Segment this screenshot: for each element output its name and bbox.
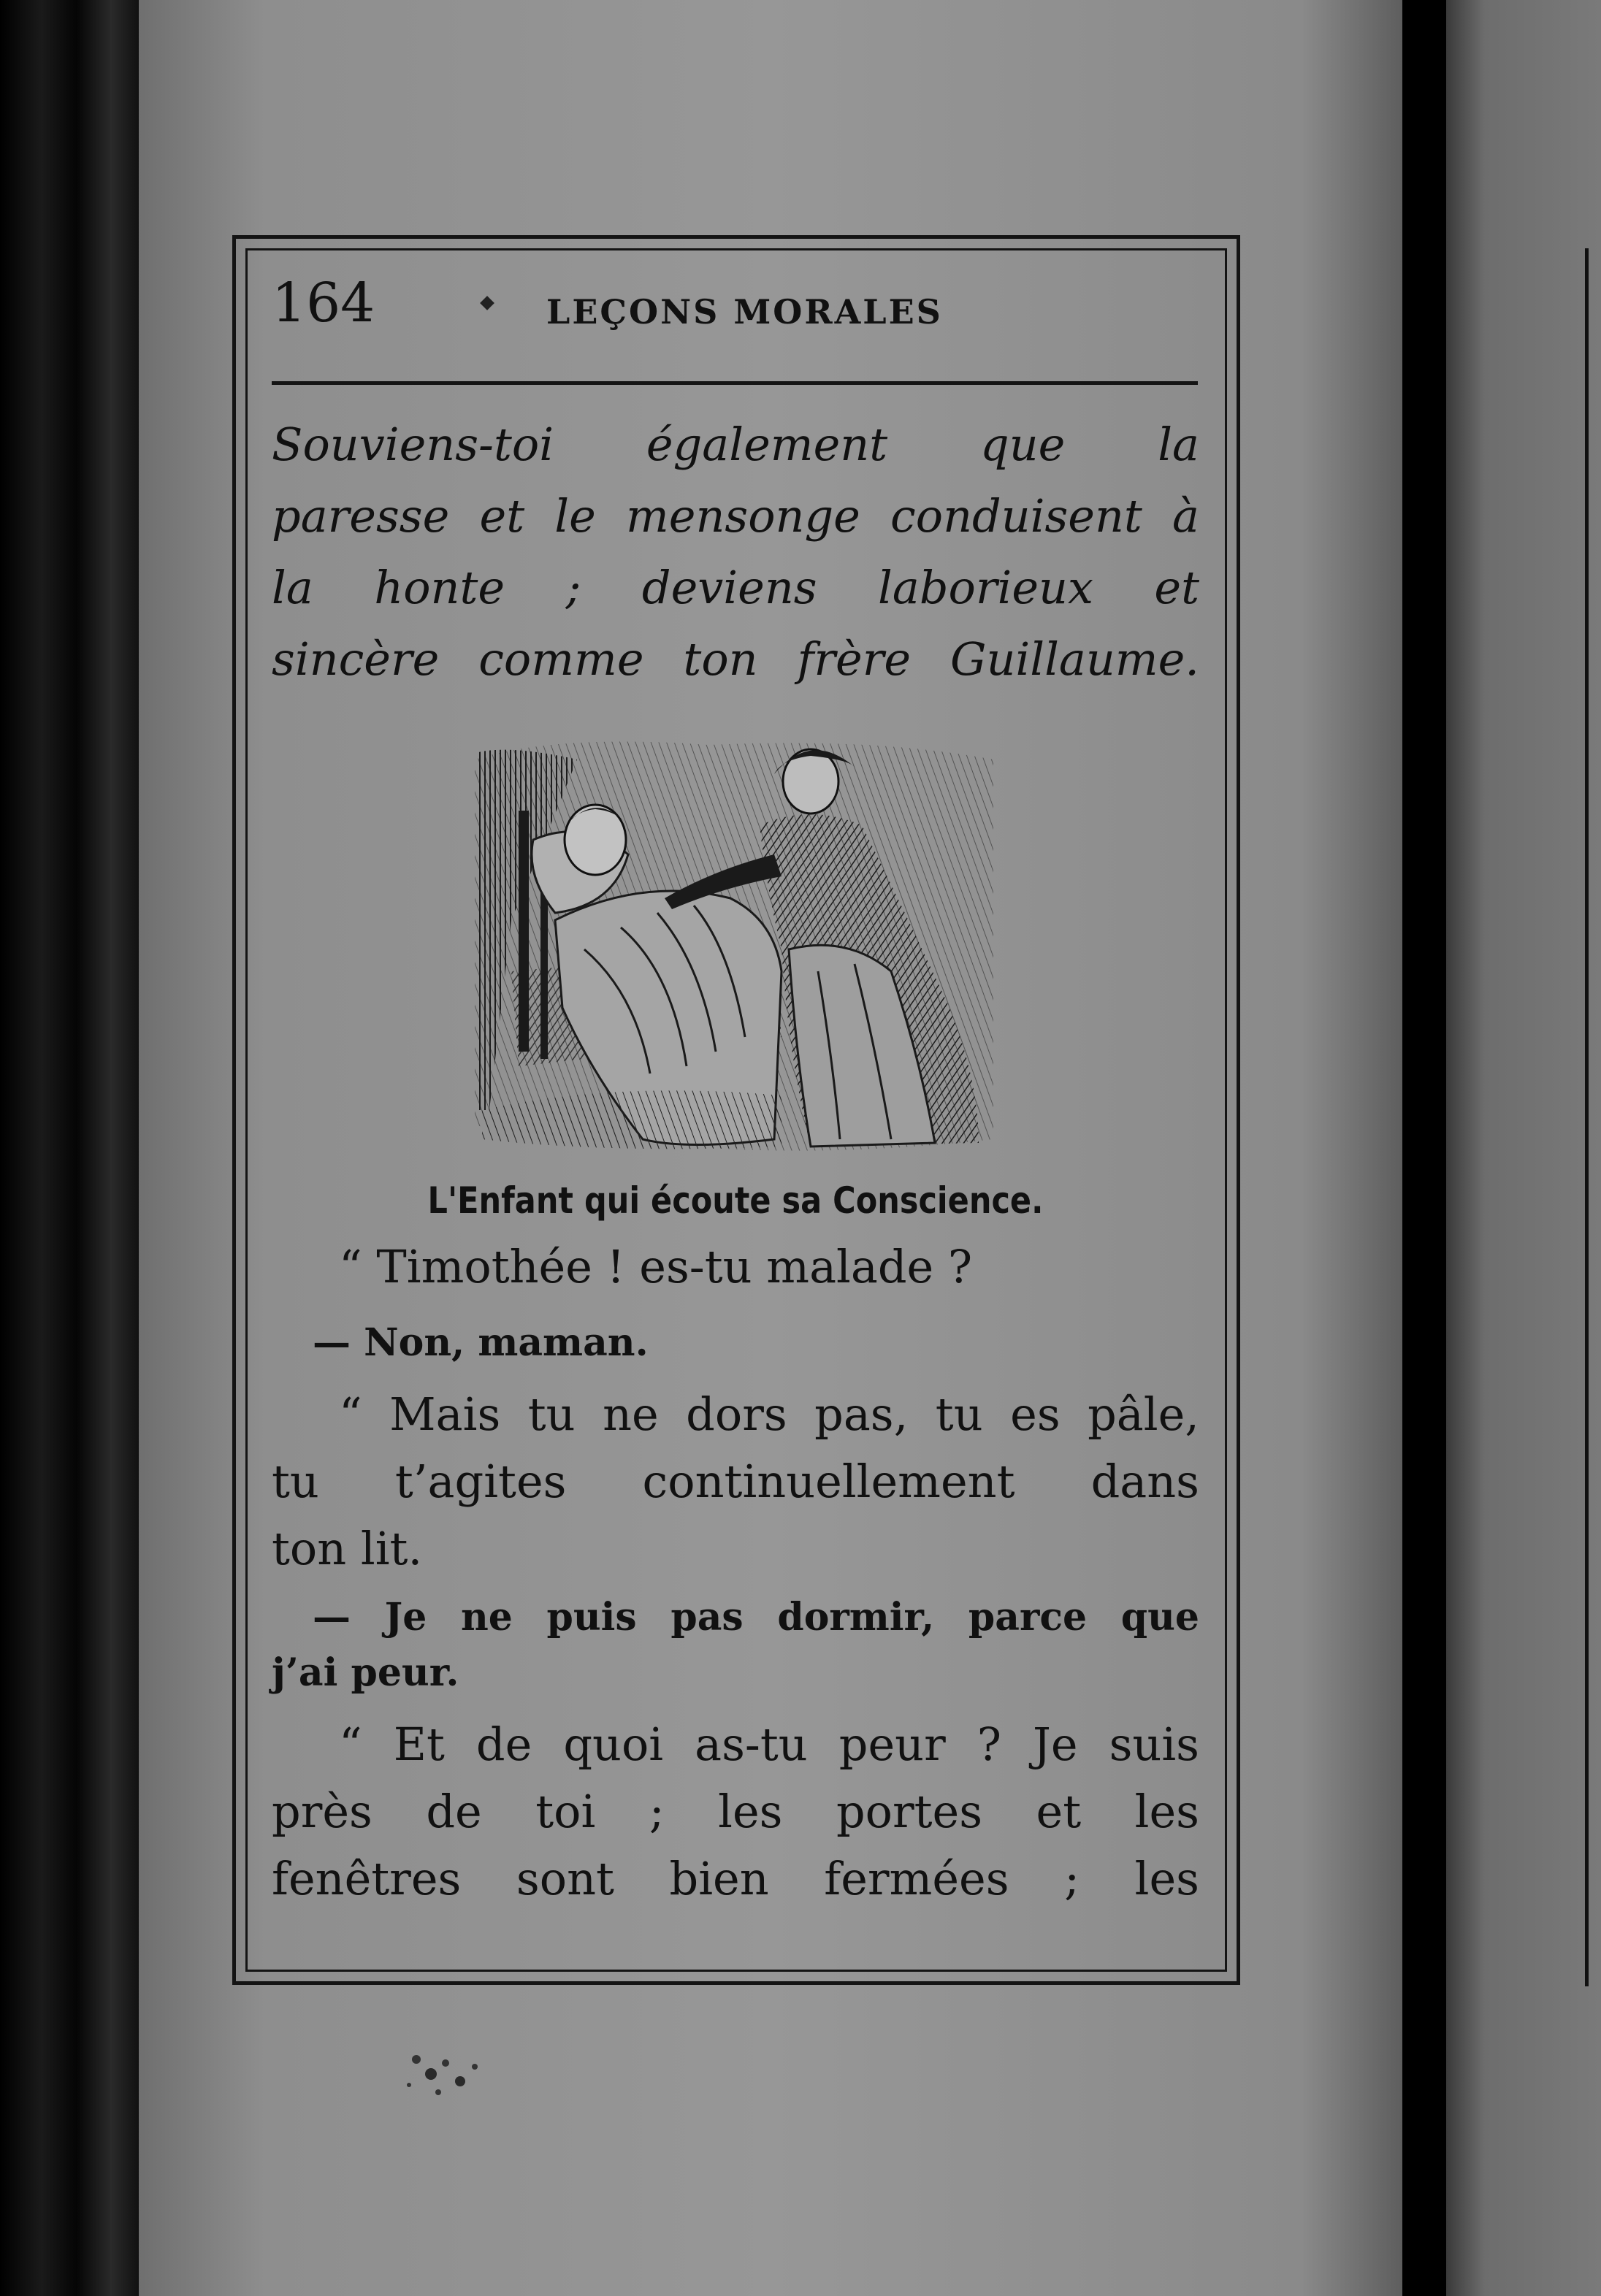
- page-number: 164: [272, 272, 375, 334]
- story-line: — Non, maman.: [313, 1320, 649, 1365]
- story-line: fenêtres sont bien fermées ; les: [272, 1852, 1199, 1905]
- story-line: “ Et de quoi as-tu peur ? Je suis: [339, 1718, 1199, 1771]
- intro-line: sincère comme ton frère Guillaume.: [272, 632, 1199, 686]
- intro-line: Souviens-toi également que la: [272, 418, 1199, 471]
- adjacent-page: [1446, 0, 1601, 2296]
- running-title: LEÇONS MORALES: [546, 292, 943, 332]
- ink-stain: [372, 2030, 519, 2118]
- story-line: ton lit.: [272, 1522, 423, 1575]
- ornament-dot-icon: [480, 296, 494, 310]
- page-gutter: [1402, 0, 1446, 2296]
- header-rule: [272, 381, 1198, 385]
- adjacent-page-frame: [1585, 248, 1601, 1986]
- story-line: près de toi ; les portes et les: [272, 1785, 1199, 1838]
- story-line: — Je ne puis pas dormir, parce que: [313, 1595, 1199, 1639]
- story-line: “ Mais tu ne dors pas, tu es pâle,: [339, 1388, 1199, 1441]
- running-head: [272, 272, 1199, 345]
- story-line: j’ai peur.: [272, 1650, 459, 1695]
- intro-line: la honte ; deviens laborieux et: [272, 561, 1199, 614]
- story-line: “ Timothée ! es-tu malade ?: [339, 1240, 973, 1293]
- intro-paragraph: [272, 409, 1199, 695]
- book-binding: [0, 0, 139, 2296]
- story-title: L'Enfant qui écoute sa Conscience.: [427, 1179, 1044, 1222]
- engraving-mother-at-bedside-icon: [467, 730, 1001, 1154]
- intro-line: paresse et le mensonge conduisent à: [272, 489, 1199, 543]
- story-line: tu t’agites continuellement dans: [272, 1455, 1199, 1508]
